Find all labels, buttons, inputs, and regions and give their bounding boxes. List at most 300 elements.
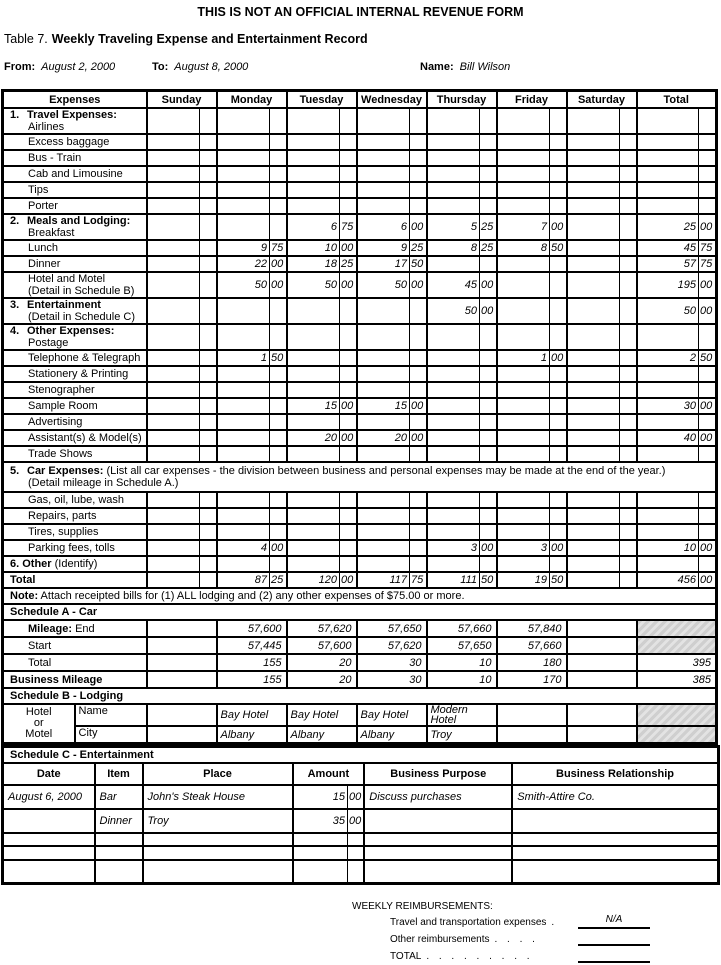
cents-cell: 75 bbox=[270, 240, 287, 256]
section-title: Meals and Lodging: bbox=[27, 215, 131, 227]
lodging-value-cell: Troy bbox=[427, 726, 497, 744]
amount-cell bbox=[287, 492, 340, 508]
cents-cell bbox=[620, 430, 637, 446]
cents-cell bbox=[200, 350, 217, 366]
expense-label-cell: Porter bbox=[3, 198, 147, 214]
full-line-2: (Detail mileage in Schedule A.) bbox=[28, 477, 179, 489]
lodging-value-cell: Modern Hotel bbox=[427, 704, 497, 726]
cents-cell bbox=[200, 166, 217, 182]
cents-cell bbox=[270, 134, 287, 150]
to-value: August 8, 2000 bbox=[174, 61, 249, 73]
amount-cell bbox=[567, 256, 620, 272]
cents-cell bbox=[699, 198, 717, 214]
cents-cell bbox=[200, 446, 217, 462]
empty-row bbox=[3, 833, 719, 846]
table-row bbox=[3, 654, 717, 671]
cents-cell bbox=[410, 182, 427, 198]
name-field bbox=[420, 61, 510, 73]
cents-cell bbox=[620, 272, 637, 298]
mileage-value-cell bbox=[147, 637, 217, 654]
amount-cell bbox=[357, 540, 410, 556]
amount-cell: 195 bbox=[637, 272, 699, 298]
section-title: Travel Expenses: bbox=[27, 109, 117, 121]
lodging-left-line: Motel bbox=[25, 728, 53, 740]
empty-cell bbox=[512, 833, 718, 846]
cents-cell bbox=[200, 108, 217, 134]
mileage-value-cell bbox=[147, 654, 217, 671]
label-line-1 bbox=[10, 325, 144, 337]
amount-cell bbox=[497, 414, 550, 430]
amount-cell bbox=[427, 398, 480, 414]
amount-cell bbox=[147, 256, 200, 272]
mileage-value-cell: 57,840 bbox=[497, 620, 567, 637]
section-title: Other Expenses: bbox=[27, 325, 115, 337]
cents-cell bbox=[200, 198, 217, 214]
table-row bbox=[3, 134, 717, 150]
cents-cell bbox=[410, 540, 427, 556]
row-label-bold: 6. Other bbox=[10, 558, 52, 570]
entertainment-row bbox=[3, 809, 719, 833]
cents-cell bbox=[550, 108, 567, 134]
tbody-element bbox=[3, 747, 719, 884]
cents-cell bbox=[550, 272, 567, 298]
cents-cell bbox=[550, 366, 567, 382]
lodging-left-line: Hotel bbox=[25, 706, 52, 718]
cents-cell bbox=[410, 508, 427, 524]
cents-cell bbox=[200, 272, 217, 298]
lodging-value-cell: Bay Hotel bbox=[287, 704, 357, 726]
section-title: Entertainment bbox=[27, 299, 101, 311]
amount-cell bbox=[287, 182, 340, 198]
amount-cell: 15 bbox=[357, 398, 410, 414]
entertainment-row bbox=[3, 785, 719, 809]
amount-cell bbox=[357, 556, 410, 572]
amount-cell bbox=[567, 398, 620, 414]
cents-cell bbox=[620, 492, 637, 508]
cents-cell bbox=[410, 108, 427, 134]
amount-cell bbox=[497, 256, 550, 272]
amount-cell bbox=[147, 240, 200, 256]
label-line-1 bbox=[10, 215, 144, 227]
amount-cell bbox=[637, 382, 699, 398]
name-label: Name: bbox=[420, 61, 454, 73]
shaded-cell bbox=[637, 726, 717, 744]
column-header: Saturday bbox=[567, 91, 637, 109]
cents-cell bbox=[270, 446, 287, 462]
cents-cell bbox=[270, 492, 287, 508]
cents-cell bbox=[340, 508, 357, 524]
mileage-bold: Mileage: bbox=[28, 622, 73, 635]
amount-cell bbox=[357, 492, 410, 508]
label-line-2: Breakfast bbox=[28, 227, 75, 239]
expense-label-cell: Assistant(s) & Model(s) bbox=[3, 430, 147, 446]
mileage-value-cell bbox=[567, 671, 637, 688]
business-purpose-cell bbox=[364, 809, 512, 833]
name-value: Bill Wilson bbox=[459, 61, 511, 73]
cents-cell bbox=[550, 414, 567, 430]
cents-cell: 00 bbox=[340, 430, 357, 446]
empty-cell bbox=[348, 833, 365, 846]
cents-cell: 00 bbox=[340, 572, 357, 588]
amount-cell bbox=[637, 446, 699, 462]
lodging-value-cell bbox=[497, 726, 567, 744]
amount-cell bbox=[637, 108, 699, 134]
cents-cell: 00 bbox=[699, 540, 717, 556]
row-number: 5. bbox=[10, 465, 20, 477]
amount-cell bbox=[147, 414, 200, 430]
cents-cell: 00 bbox=[699, 398, 717, 414]
amount-cell: 15 bbox=[293, 785, 348, 809]
mileage-value-cell: 155 bbox=[217, 654, 287, 671]
empty-cell bbox=[364, 860, 512, 884]
cents-cell bbox=[620, 556, 637, 572]
expense-label-cell: Excess baggage bbox=[3, 134, 147, 150]
amount-cell bbox=[147, 398, 200, 414]
cents-cell bbox=[620, 182, 637, 198]
cents-cell bbox=[699, 556, 717, 572]
cents-cell bbox=[340, 492, 357, 508]
cents-cell bbox=[270, 366, 287, 382]
amount-cell bbox=[567, 182, 620, 198]
mileage-value-cell bbox=[147, 671, 217, 688]
cents-cell bbox=[550, 492, 567, 508]
amount-cell bbox=[357, 508, 410, 524]
lodging-value-cell bbox=[567, 704, 637, 726]
cents-cell bbox=[620, 524, 637, 540]
mileage-label-cell bbox=[3, 671, 147, 688]
amount-cell: 1 bbox=[497, 350, 550, 366]
amount-cell bbox=[217, 492, 270, 508]
cents-cell bbox=[200, 298, 217, 324]
cents-cell bbox=[340, 198, 357, 214]
amount-cell: 9 bbox=[357, 240, 410, 256]
amount-cell bbox=[497, 166, 550, 182]
amount-cell bbox=[567, 556, 620, 572]
cents-cell: 25 bbox=[480, 214, 497, 240]
empty-cell bbox=[3, 846, 95, 860]
table-row bbox=[3, 492, 717, 508]
cents-cell bbox=[480, 182, 497, 198]
amount-cell bbox=[217, 166, 270, 182]
amount-cell bbox=[427, 382, 480, 398]
empty-cell bbox=[364, 833, 512, 846]
place-cell: John's Steak House bbox=[143, 785, 293, 809]
cents-cell bbox=[410, 414, 427, 430]
cents-cell: 75 bbox=[699, 240, 717, 256]
lodging-value-cell: Albany bbox=[357, 726, 427, 744]
amount-cell bbox=[567, 382, 620, 398]
lodging-city-row bbox=[3, 726, 717, 744]
amount-cell bbox=[497, 382, 550, 398]
table-row bbox=[3, 150, 717, 166]
amount-cell bbox=[357, 446, 410, 462]
empty-cell bbox=[512, 860, 718, 884]
amount-cell bbox=[427, 366, 480, 382]
cents-cell bbox=[410, 492, 427, 508]
cents-cell bbox=[550, 508, 567, 524]
cents-cell bbox=[480, 256, 497, 272]
table-row bbox=[3, 414, 717, 430]
mileage-rest: End bbox=[72, 622, 95, 635]
amount-cell bbox=[497, 556, 550, 572]
table-row bbox=[3, 350, 717, 366]
table-title: Weekly Traveling Expense and Entertainment Record bbox=[51, 32, 368, 46]
amount-cell: 17 bbox=[357, 256, 410, 272]
amount-cell bbox=[567, 492, 620, 508]
amount-cell bbox=[497, 298, 550, 324]
label-line-1: Hotel and Motel bbox=[28, 273, 106, 285]
expense-label-cell: Cab and Limousine bbox=[3, 166, 147, 182]
cents-cell: 50 bbox=[480, 572, 497, 588]
amount-cell bbox=[497, 108, 550, 134]
amount-cell bbox=[217, 556, 270, 572]
amount-cell: 35 bbox=[293, 809, 348, 833]
mileage-label-cell: Start bbox=[3, 637, 147, 654]
row-number: 1. bbox=[10, 109, 20, 121]
amount-cell: 10 bbox=[637, 540, 699, 556]
table-row bbox=[3, 430, 717, 446]
amount-cell bbox=[567, 524, 620, 540]
weekly-reimbursements-block bbox=[352, 901, 650, 963]
schedule-header: Schedule B - Lodging bbox=[3, 688, 717, 704]
cents-cell bbox=[200, 430, 217, 446]
empty-cell bbox=[95, 833, 143, 846]
column-header: Amount bbox=[293, 763, 365, 785]
amount-cell bbox=[567, 572, 620, 588]
to-label: To: bbox=[152, 61, 169, 73]
cents-cell: 25 bbox=[480, 240, 497, 256]
table-row bbox=[3, 524, 717, 540]
shaded-cell bbox=[637, 704, 717, 726]
amount-cell: 9 bbox=[217, 240, 270, 256]
cents-cell bbox=[699, 524, 717, 540]
dot-leader: . bbox=[551, 917, 555, 928]
amount-cell: 456 bbox=[637, 572, 699, 588]
fill-in-line: N/A bbox=[578, 914, 650, 929]
cents-cell bbox=[620, 214, 637, 240]
cents-cell bbox=[620, 298, 637, 324]
expense-label-cell bbox=[3, 298, 147, 324]
cents-cell: 00 bbox=[340, 240, 357, 256]
amount-cell: 7 bbox=[497, 214, 550, 240]
table-row bbox=[3, 198, 717, 214]
business-purpose-cell: Discuss purchases bbox=[364, 785, 512, 809]
table-row bbox=[3, 637, 717, 654]
amount-cell: 50 bbox=[217, 272, 270, 298]
amount-cell bbox=[147, 134, 200, 150]
cents-cell: 00 bbox=[480, 272, 497, 298]
amount-cell: 117 bbox=[357, 572, 410, 588]
reimbursement-line bbox=[390, 931, 650, 946]
lodging-value-cell: Albany bbox=[217, 726, 287, 744]
amount-cell bbox=[427, 350, 480, 366]
amount-cell bbox=[287, 298, 340, 324]
fill-in-line bbox=[578, 948, 650, 963]
amount-cell bbox=[497, 446, 550, 462]
cents-cell bbox=[620, 540, 637, 556]
amount-cell bbox=[567, 540, 620, 556]
cents-cell bbox=[550, 556, 567, 572]
amount-cell bbox=[427, 166, 480, 182]
amount-cell bbox=[287, 446, 340, 462]
amount-cell bbox=[427, 446, 480, 462]
cents-cell bbox=[340, 382, 357, 398]
amount-cell bbox=[497, 430, 550, 446]
amount-cell: 57 bbox=[637, 256, 699, 272]
cents-cell: 00 bbox=[410, 398, 427, 414]
cents-cell: 25 bbox=[410, 240, 427, 256]
mileage-value-cell: 385 bbox=[637, 671, 717, 688]
cents-cell bbox=[480, 556, 497, 572]
column-header: Business Purpose bbox=[364, 763, 512, 785]
amount-cell bbox=[147, 572, 200, 588]
lodging-value-cell bbox=[567, 726, 637, 744]
cents-cell bbox=[550, 182, 567, 198]
amount-cell bbox=[217, 198, 270, 214]
cents-cell bbox=[200, 524, 217, 540]
cents-cell: 00 bbox=[410, 272, 427, 298]
cents-cell bbox=[699, 492, 717, 508]
weekly-expense-table bbox=[1, 89, 718, 745]
cents-cell: 00 bbox=[550, 214, 567, 240]
lodging-field-label: Name bbox=[75, 704, 147, 726]
amount-cell bbox=[287, 350, 340, 366]
column-header: Place bbox=[143, 763, 293, 785]
lodging-name-row bbox=[3, 704, 717, 726]
amount-cell bbox=[147, 350, 200, 366]
schedule-c-header-row bbox=[3, 747, 719, 764]
mileage-value-cell bbox=[147, 620, 217, 637]
schedule-c-table bbox=[1, 745, 720, 885]
label-line-1 bbox=[10, 109, 144, 121]
cents-cell bbox=[550, 398, 567, 414]
amount-cell bbox=[287, 366, 340, 382]
business-relationship-cell: Smith-Attire Co. bbox=[512, 785, 718, 809]
amount-cell bbox=[427, 508, 480, 524]
full-bold: Note: bbox=[10, 590, 39, 602]
cents-cell bbox=[480, 108, 497, 134]
amount-cell bbox=[147, 272, 200, 298]
full-line-1 bbox=[10, 590, 713, 602]
amount-cell bbox=[567, 430, 620, 446]
table-row bbox=[3, 398, 717, 414]
amount-cell bbox=[567, 198, 620, 214]
amount-cell bbox=[497, 508, 550, 524]
amount-cell bbox=[147, 556, 200, 572]
cents-cell bbox=[340, 298, 357, 324]
expense-label-cell: Lunch bbox=[3, 240, 147, 256]
expense-label-cell bbox=[3, 324, 147, 350]
amount-cell bbox=[217, 398, 270, 414]
schedule-c-column-header-row bbox=[3, 763, 719, 785]
table-row bbox=[3, 556, 717, 572]
table-row bbox=[3, 214, 717, 240]
cents-cell bbox=[410, 298, 427, 324]
cents-cell bbox=[410, 382, 427, 398]
amount-cell bbox=[497, 398, 550, 414]
cents-cell bbox=[410, 150, 427, 166]
cents-cell: 00 bbox=[550, 350, 567, 366]
amount-cell bbox=[637, 414, 699, 430]
cents-cell: 00 bbox=[699, 572, 717, 588]
cents-cell bbox=[270, 182, 287, 198]
cents-cell bbox=[620, 240, 637, 256]
label-line-2: (Detail in Schedule B) bbox=[28, 285, 135, 297]
expense-label-cell bbox=[3, 214, 147, 240]
amount-cell bbox=[217, 214, 270, 240]
full-line-1 bbox=[10, 465, 713, 477]
column-header: Sunday bbox=[147, 91, 217, 109]
cents-cell: 00 bbox=[550, 540, 567, 556]
row-number: 3. bbox=[10, 299, 20, 311]
amount-cell bbox=[427, 134, 480, 150]
column-header: Expenses bbox=[3, 91, 147, 109]
amount-cell bbox=[637, 556, 699, 572]
table-row bbox=[3, 604, 717, 620]
dot-leader: . . . . . . . . . bbox=[426, 951, 530, 962]
cents-cell bbox=[699, 108, 717, 134]
table-caption bbox=[4, 32, 721, 46]
amount-cell bbox=[427, 198, 480, 214]
amount-cell bbox=[147, 324, 200, 350]
lodging-value-cell bbox=[147, 704, 217, 726]
empty-cell bbox=[3, 833, 95, 846]
table-row bbox=[3, 572, 717, 588]
amount-cell bbox=[147, 198, 200, 214]
amount-cell bbox=[147, 366, 200, 382]
mileage-value-cell: 57,650 bbox=[357, 620, 427, 637]
cents-cell bbox=[620, 446, 637, 462]
amount-cell bbox=[567, 324, 620, 350]
amount-cell bbox=[427, 256, 480, 272]
cents-cell bbox=[270, 150, 287, 166]
label-line-2: Airlines bbox=[28, 121, 65, 133]
amount-cell bbox=[217, 298, 270, 324]
amount-cell: 50 bbox=[357, 272, 410, 298]
amount-cell bbox=[287, 108, 340, 134]
cents-cell bbox=[620, 256, 637, 272]
table-row bbox=[3, 366, 717, 382]
amount-cell bbox=[637, 150, 699, 166]
cents-cell bbox=[200, 134, 217, 150]
amount-cell bbox=[217, 430, 270, 446]
cents-cell bbox=[340, 134, 357, 150]
amount-cell: 5 bbox=[427, 214, 480, 240]
table-row bbox=[3, 540, 717, 556]
amount-cell bbox=[497, 134, 550, 150]
cents-cell bbox=[270, 298, 287, 324]
reimbursement-line bbox=[390, 914, 650, 929]
amount-cell bbox=[357, 134, 410, 150]
table-row bbox=[3, 620, 717, 637]
column-header-row bbox=[3, 91, 717, 109]
mileage-value-cell: 10 bbox=[427, 671, 497, 688]
cents-cell bbox=[550, 446, 567, 462]
cents-cell bbox=[480, 382, 497, 398]
cents-cell: 00 bbox=[270, 256, 287, 272]
cents-cell bbox=[480, 198, 497, 214]
mileage-value-cell: 170 bbox=[497, 671, 567, 688]
shaded-cell bbox=[637, 637, 717, 654]
amount-cell: 50 bbox=[427, 298, 480, 324]
cents-cell bbox=[620, 166, 637, 182]
row-label-bold: Business Mileage bbox=[10, 673, 103, 686]
place-cell: Troy bbox=[143, 809, 293, 833]
lodging-value-cell: Albany bbox=[287, 726, 357, 744]
cents-cell bbox=[270, 430, 287, 446]
amount-cell bbox=[217, 524, 270, 540]
empty-row bbox=[3, 860, 719, 884]
